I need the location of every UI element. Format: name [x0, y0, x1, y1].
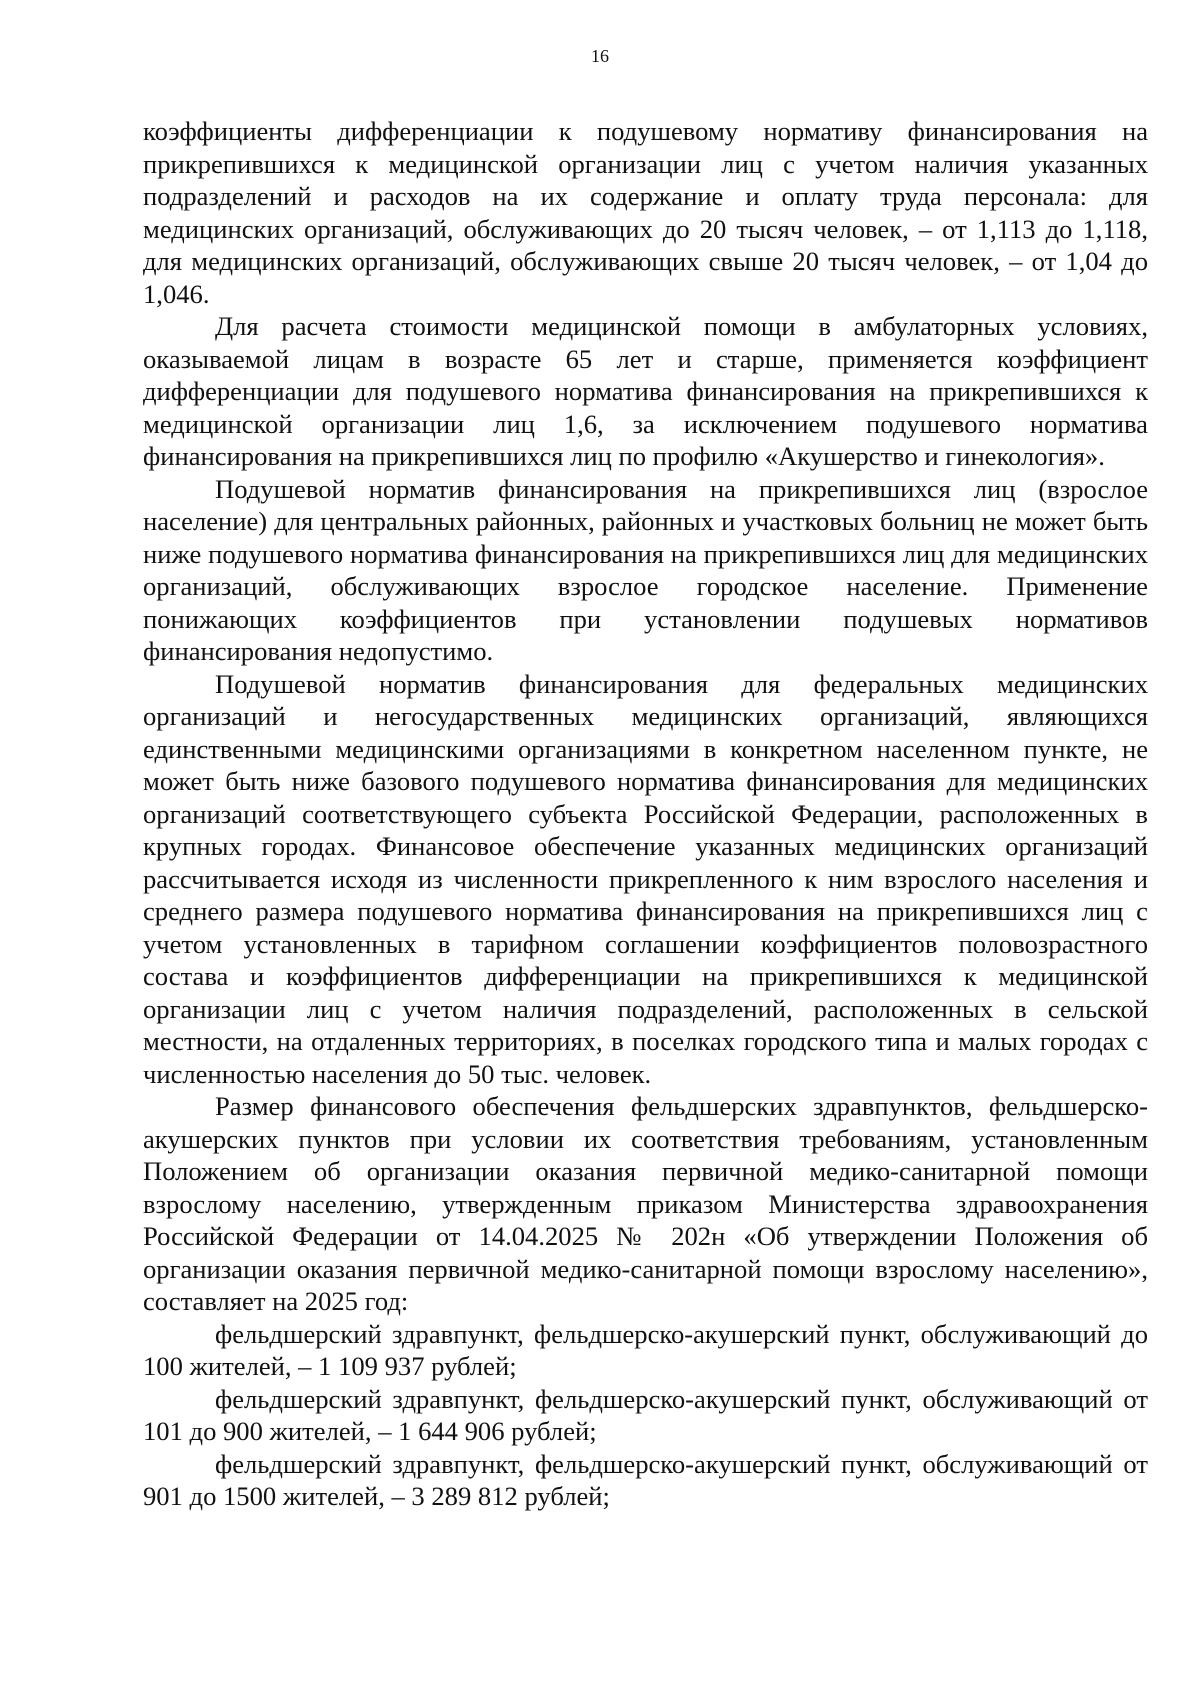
list-item-fap-101-900: фельдшерский здравпункт, фельдшерско-акушерский пункт, обслуживающий от 101 до 900 жителей, – 1 644 906 рублей;	[143, 1383, 1148, 1446]
paragraph-1: коэффициенты дифференциации к подушевому нормативу финансирования на прикрепившихся к медицинской организации лиц с учетом наличия указанных подразделений и расходов на их содержание и оплату труда персонала: для медицинских организаций, обслуживающих до 20 тысяч человек, – от 1,113 до 1,118, для медицинских организаций, обслуживающих свыше 20 тысяч человек, – от 1,04 до 1,046.	[143, 116, 1148, 309]
page-number: 16	[591, 46, 609, 66]
paragraph-4: Подушевой норматив финансирования для федеральных медицинских организаций и негосударственных медицинских организаций, являющихся единственными медицинскими организациями в конкретном населенном пункте, не может быть ниже базового подушевого норматива финансирования для медицинских организаций соответствующего субъекта Российской Федерации, расположенных в крупных городах. Финансовое обеспечение указанных медицинских организаций рассчитывается исходя из численности прикрепленного к ним взрослого населения и среднего размера подушевого норматива финансирования на прикрепившихся лиц с учетом установленных в тарифном соглашении коэффициентов половозрастного состава и коэффициентов дифференциации на прикрепившихся к медицинской организации лиц с учетом наличия подразделений, расположенных в сельской местности, на отдаленных территориях, в поселках городского типа и малых городах с численностью населения до 50 тыс. человек.	[143, 668, 1148, 1089]
paragraph-5: Размер финансового обеспечения фельдшерских здравпунктов, фельдшерско-акушерских пунктов при условии их соответствия требованиям, установленным Положением об организации оказания первичной медико-санитарной помощи взрослому населению, утвержденным приказом Министерства здравоохранения Российской Федерации от 14.04.2025 № 202н «Об утверждении Положения об организации оказания первичной медико-санитарной помощи взрослому населению», составляет на 2025 год:	[143, 1091, 1148, 1316]
list-item-fap-up-to-100: фельдшерский здравпункт, фельдшерско-акушерский пункт, обслуживающий до 100 жителей, – 1 109 937 рублей;	[143, 1318, 1148, 1381]
paragraph-2: Для расчета стоимости медицинской помощи в амбулаторных условиях, оказываемой лицам в возрасте 65 лет и старше, применяется коэффициент дифференциации для подушевого норматива финансирования на прикрепившихся к медицинской организации лиц 1,6, за исключением подушевого норматива финансирования на прикрепившихся лиц по профилю «Акушерство и гинекология».	[143, 311, 1148, 471]
list-item-fap-901-1500: фельдшерский здравпункт, фельдшерско-акушерский пункт, обслуживающий от 901 до 1500 жителей, – 3 289 812 рублей;	[143, 1448, 1148, 1511]
paragraph-3: Подушевой норматив финансирования на прикрепившихся лиц (взрослое население) для центральных районных, районных и участковых больниц не может быть ниже подушевого норматива финансирования на прикрепившихся лиц для медицинских организаций, обслуживающих взрослое городское население. Применение понижающих коэффициентов при установлении подушевых нормативов финансирования недопустимо.	[143, 473, 1148, 666]
document-body	[143, 115, 1148, 1513]
